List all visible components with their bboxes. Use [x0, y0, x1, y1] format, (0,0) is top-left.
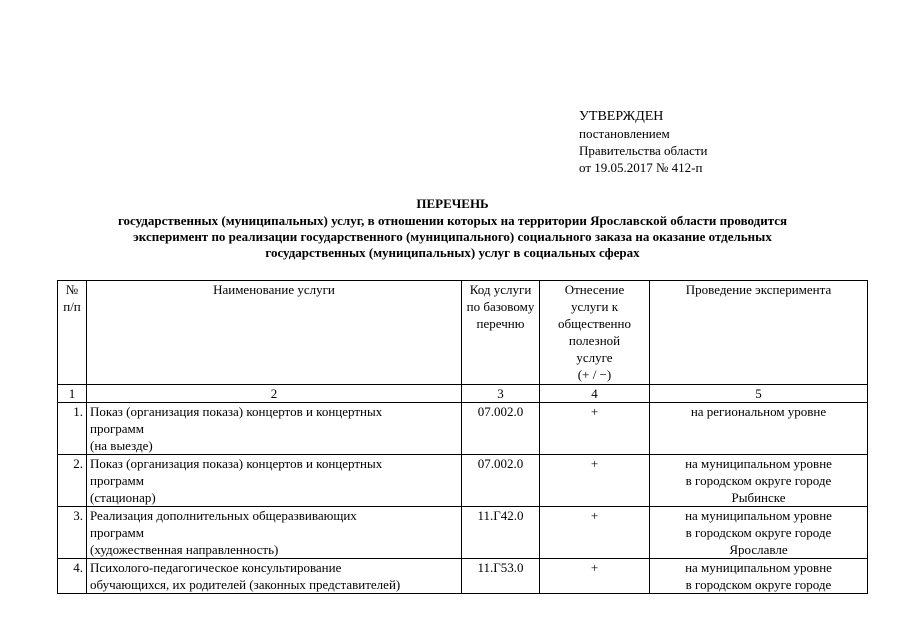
document-heading	[40, 196, 865, 261]
approval-line: Правительства области	[579, 143, 708, 158]
column-index: 2	[87, 385, 462, 403]
column-index: 1	[58, 385, 87, 403]
service-name-line: обучающихся, их родителей (законных представителей)	[90, 577, 401, 592]
header-code-line: по базовому	[466, 299, 535, 314]
service-name-line: Показ (организация показа) концертов и концертных	[90, 404, 383, 419]
header-code	[462, 281, 540, 385]
table-row	[58, 403, 868, 455]
document-subtitle-line: государственных (муниципальных) услуг в социальных сферах	[265, 245, 640, 260]
experiment-level	[650, 455, 868, 507]
column-index: 5	[650, 385, 868, 403]
services-table	[57, 280, 868, 594]
row-number: 3.	[58, 507, 87, 559]
service-name	[87, 455, 462, 507]
experiment-line: в городском округе городе	[685, 577, 832, 592]
approval-date: от 19.05.2017 № 412-п	[579, 160, 703, 175]
experiment-line: на муниципальном уровне	[685, 456, 832, 471]
service-attribution: +	[540, 403, 650, 455]
header-code-line: перечню	[476, 316, 525, 331]
service-code: 11.Г42.0	[462, 507, 540, 559]
service-name-line: Показ (организация показа) концертов и концертных	[90, 456, 383, 471]
header-num-line: №	[65, 282, 79, 297]
approval-line: постановлением	[579, 126, 670, 141]
header-attr-line: (+ / −)	[577, 367, 612, 382]
document-subtitle-line: эксперимент по реализации государственного (муниципального) социального заказа на оказание отдельных	[133, 229, 772, 244]
experiment-line: в городском округе городе	[685, 473, 832, 488]
header-num	[58, 281, 87, 385]
document-title: ПЕРЕЧЕНЬ	[416, 196, 489, 211]
row-number: 1.	[58, 403, 87, 455]
header-code-line: Код услуги	[469, 282, 532, 297]
service-name-line: Реализация дополнительных общеразвивающих	[90, 508, 357, 523]
header-experiment: Проведение эксперимента	[650, 281, 868, 385]
header-attr-line: Отнесение	[564, 282, 625, 297]
experiment-line: в городском округе городе	[685, 525, 832, 540]
service-name-line: (стационар)	[90, 490, 156, 505]
table-row	[58, 455, 868, 507]
service-code: 07.002.0	[462, 455, 540, 507]
service-attribution: +	[540, 559, 650, 594]
service-attribution: +	[540, 507, 650, 559]
service-name-line: (художественная направленность)	[90, 542, 279, 557]
header-name: Наименование услуги	[87, 281, 462, 385]
service-name	[87, 507, 462, 559]
row-number: 2.	[58, 455, 87, 507]
service-name-line: программ	[90, 421, 145, 436]
experiment-level	[650, 403, 868, 455]
experiment-line: Ярославле	[729, 542, 788, 557]
service-attribution: +	[540, 455, 650, 507]
approval-title: УТВЕРЖДЕН	[579, 109, 664, 124]
experiment-line: Рыбинске	[731, 490, 786, 505]
approval-block	[579, 108, 708, 176]
row-number: 4.	[58, 559, 87, 594]
header-num-line: п/п	[63, 299, 81, 314]
header-attr-line: услуги к	[570, 299, 619, 314]
experiment-line: на региональном уровне	[690, 404, 827, 419]
service-name-line: программ	[90, 525, 145, 540]
service-name-line: программ	[90, 473, 145, 488]
column-index: 4	[540, 385, 650, 403]
table-header-row	[58, 281, 868, 385]
experiment-line: на муниципальном уровне	[685, 560, 832, 575]
service-name-line: Психолого-педагогическое консультирование	[90, 560, 342, 575]
experiment-line: на муниципальном уровне	[685, 508, 832, 523]
column-index: 3	[462, 385, 540, 403]
document-subtitle-line: государственных (муниципальных) услуг, в отношении которых на территории Ярославской области проводится	[117, 213, 788, 228]
service-code: 07.002.0	[462, 403, 540, 455]
service-code: 11.Г53.0	[462, 559, 540, 594]
table-row	[58, 559, 868, 594]
experiment-level	[650, 507, 868, 559]
header-attribution	[540, 281, 650, 385]
header-attr-line: услуге	[576, 350, 613, 365]
column-index-row	[58, 385, 868, 403]
table-row	[58, 507, 868, 559]
service-name-line: (на выезде)	[90, 438, 153, 453]
service-name	[87, 403, 462, 455]
header-attr-line: полезной	[568, 333, 621, 348]
experiment-level	[650, 559, 868, 594]
service-name	[87, 559, 462, 594]
header-attr-line: общественно	[558, 316, 631, 331]
